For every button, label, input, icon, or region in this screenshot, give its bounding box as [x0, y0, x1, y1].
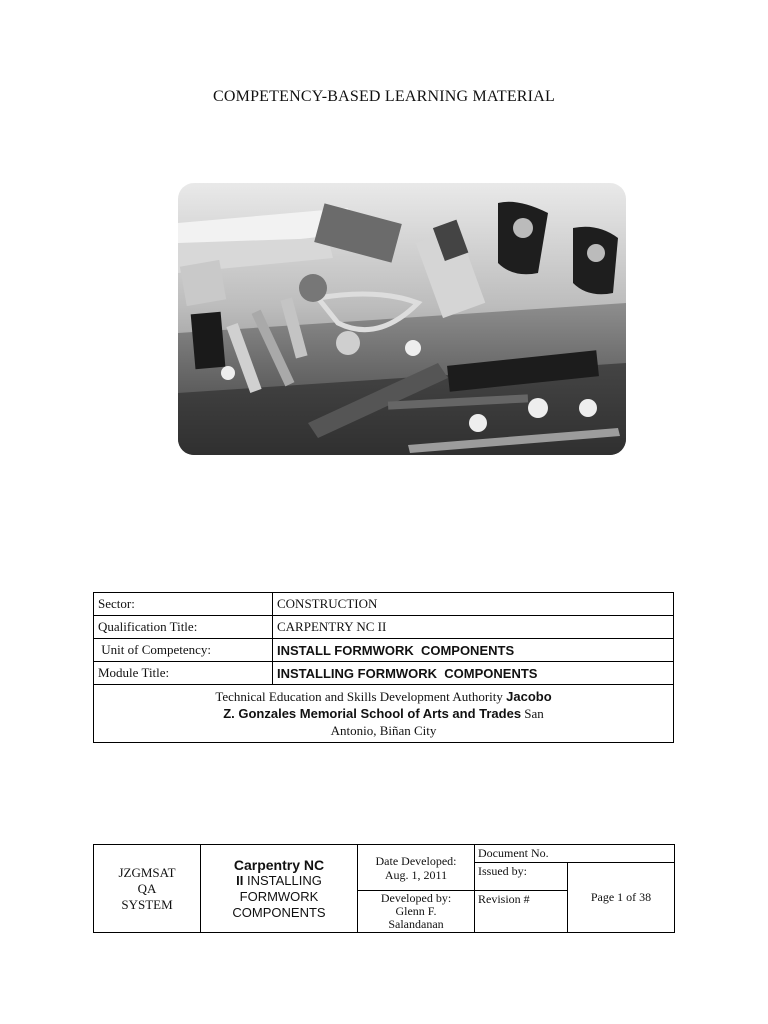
org-line-2: [100, 705, 667, 722]
module-name-cell: [201, 845, 358, 933]
sector-value: CONSTRUCTION: [273, 593, 674, 616]
org-location-start: San: [521, 706, 544, 721]
developed-by-cell: [358, 891, 475, 933]
developed-by-name-2: Salandanan: [388, 917, 444, 931]
document-title: COMPETENCY-BASED LEARNING MATERIAL: [213, 88, 555, 105]
unit-label: Unit of Competency:: [94, 639, 273, 662]
date-developed-label: Date Developed:: [375, 853, 457, 868]
revision-cell: Revision #: [475, 891, 568, 933]
module-title-label: Module Title:: [94, 662, 273, 685]
module-name-bold: Carpentry NC: [233, 856, 325, 873]
table-row: [94, 616, 674, 639]
org-school-name-start: Jacobo: [506, 689, 552, 704]
module-title-value: INSTALLING FORMWORK COMPONENTS: [273, 662, 674, 685]
module-name-bold-2: II: [236, 872, 244, 888]
table-row: [94, 685, 674, 743]
sector-label: Sector:: [94, 593, 273, 616]
unit-value: INSTALL FORMWORK COMPONENTS: [273, 639, 674, 662]
page-number-cell: Page 1 of 38: [568, 863, 675, 933]
organization-cell: [94, 685, 674, 743]
module-name-rest: INSTALLING FORMWORK COMPONENTS: [232, 872, 326, 920]
org-school-name: Z. Gonzales Memorial School of Arts and Trades: [223, 706, 522, 721]
table-row: [94, 639, 674, 662]
footer-table: [93, 844, 675, 933]
qa-line-3: SYSTEM: [121, 896, 173, 912]
document-number-cell: Document No.: [475, 845, 675, 863]
qa-line-2: QA: [137, 880, 157, 896]
qualification-label: Qualification Title:: [94, 616, 273, 639]
org-line-3: Antonio, Biñan City: [330, 723, 437, 738]
date-developed-cell: [358, 845, 475, 891]
carpentry-tools-photo: [178, 183, 626, 455]
date-developed-value: Aug. 1, 2011: [384, 867, 448, 882]
developed-by-label: Developed by:: [380, 891, 452, 905]
module-info-table: [93, 592, 674, 743]
org-line-1: [100, 688, 667, 705]
org-agency: Technical Education and Skills Development Authority: [215, 689, 507, 704]
photo-reflection: [178, 457, 626, 537]
qualification-value: CARPENTRY NC II: [273, 616, 674, 639]
qa-line-1: JZGMSAT: [118, 864, 176, 880]
qa-system-cell: [94, 845, 201, 933]
table-row: [94, 662, 674, 685]
developed-by-name-1: Glenn F.: [395, 904, 437, 918]
issued-by-cell: Issued by:: [475, 863, 568, 891]
table-row: [94, 593, 674, 616]
